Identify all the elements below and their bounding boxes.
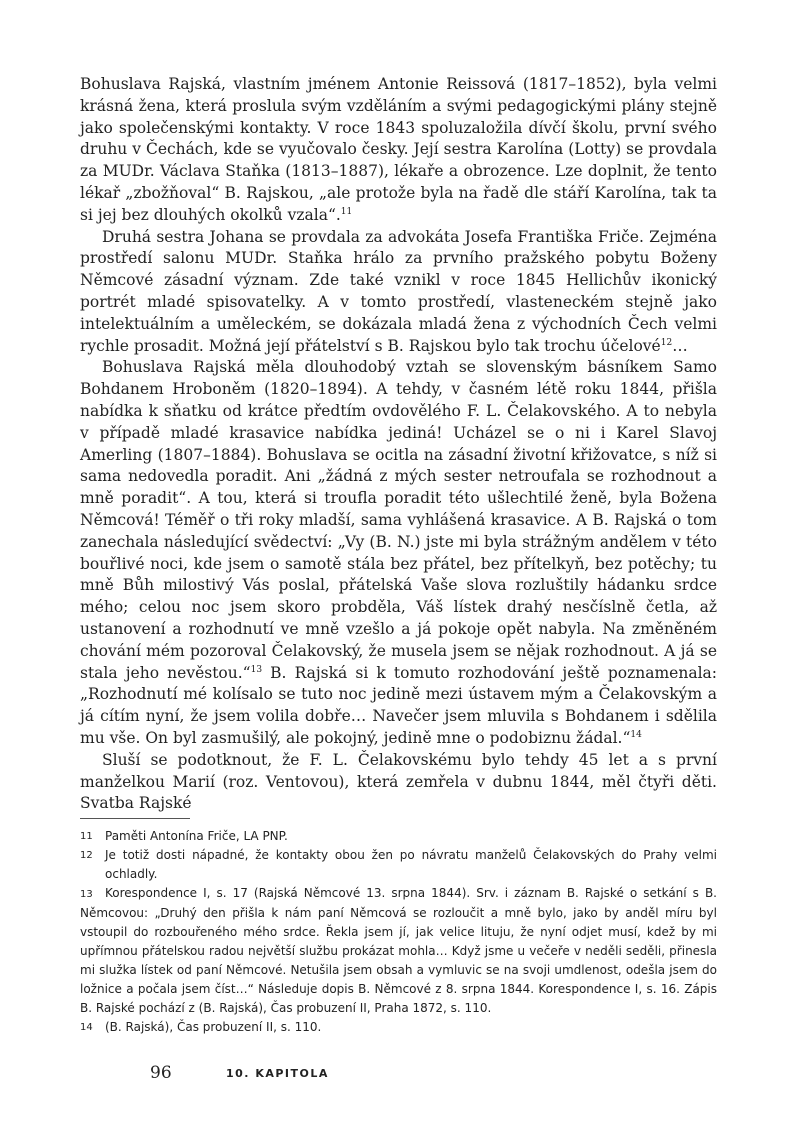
footnote-number: 14 [80,1022,93,1033]
body-paragraph [80,227,717,358]
footnote-number: 11 [80,831,93,842]
body-paragraph [80,750,717,815]
footnote-text: Korespondence I, s. 17 (Rajská Němcové 13. srpna 1844). Srv. i záznam B. Rajské o setkání s B. Němcovou: „Druhý den přišla k nám paní Němcová se rozloučit a mně bylo, jako by anděl míru byl vstoupil do rozbouřeného mého srdce. Řekla jsem jí, jak velice lituju, že nyní odjet musí, kdež by mi upřímnou přátelskou radou největší službu prokázat mohla… Když jsme u večeře v neděli seděli, přinesla mi služka lístek od paní Němcové. Netušila jsem obsah a vymluvic se na svoji umdlenost, odešla jsem do ložnice a počala jsem číst…“ Následuje dopis B. Němcové z 8. srpna 1844. Korespondence I, s. 16. Zápis B. Rajské pochází z (B. Rajská), Čas probuzení II, Praha 1872, s. 110. [80,886,717,1015]
paragraph-text: Bohuslava Rajská měla dlouhodobý vztah se slovenským básníkem Samo Bohdanem Hroboněm (1820–1894). A tehdy, v časném létě roku 1844, přišla nabídka k sňatku od krátce předtím ovdovělého F. L. Čelakovského. A to nebyla v případě mladé krasavice nabídka jediná! Ucházel se o ni i Karel Slavoj Amerling (1807–1884). Bohuslava se ocitla na zásadní životní křižovatce, s níž si sama nedovedla poradit. Ani „žádná z mých sester netroufala se rozhodnout a mně poradit“. A tou, která si troufla poradit této ušlechtilé ženě, byla Božena Němcová! Téměř o tři roky mladší, sama vyhlášená krasavice. A B. Rajská o tom zanechala následující svědectví: „Vy (B. N.) jste mi byla strážným andělem v této bouřlivé noci, kde jsem o samotě stála bez přátel, bez přítelkyň, bez potěchy; tu mně Bůh milostivý Vás poslal, přátelská Vaše slova rozluštily hádanku srdce mého; celou noc jsem skoro probděla, Váš lístek drahý nesčíslně četla, až ustanovení a rozhodnutí ve mně vzešlo a já pokoje opět nabyla. Na změněném chování mém pozoroval Čelakovský, že musela jsem se nějak rozhodnout. A já se stala jeho nevěstou.“ [80,358,717,682]
footnote-reference[interactable]: 13 [250,664,263,675]
footnotes [80,827,717,1037]
paragraph-text: Druhá sestra Johana se provdala za advokáta Josefa Františka Friče. Zejména prostředí salonu MUDr. Staňka hrálo za prvního pražského pobytu Boženy Němcové zásadní význam. Zde také vznikl v roce 1845 Hellichův ikonický portrét mladé spisovatelky. A v tomto prostředí, vlasteneckém stejně jako intelektuálním a uměleckém, se dokázala mladá žena z východních Čech velmi rychle prosadit. Možná její přátelství s B. Rajskou bylo tak trochu účelové [80,227,717,355]
body-paragraph [80,74,717,227]
main-text [80,74,717,815]
footnote [80,846,717,884]
body-paragraph [80,357,717,749]
paragraph-text: Bohuslava Rajská, vlastním jménem Antonie Reissová (1817–1852), byla velmi krásná žena, která proslula svým vzděláním a svými pedagogickými plány stejně jako společenskými kontakty. V roce 1843 spoluzaložila dívčí školu, první svého druhu v Čechách, kde se vyučovalo česky. Její sestra Karolína (Lotty) se provdala za MUDr. Václava Staňka (1813–1887), lékaře a obrozence. Lze doplnit, že tento lékař „zbožňoval“ B. Rajskou, „ale protože byla na řadě dle stáří Karolína, tak ta si jej bez dlouhých okolků vzala“. [80,75,717,224]
paragraph-text: Sluší se podotknout, že F. L. Čelakovskému bylo tehdy 45 let a s první manželkou Marií (roz. Ventovou), která zemřela v dubnu 1844, měl čtyři děti. Svatba Rajské [80,750,717,813]
footnote-reference[interactable]: 11 [340,206,353,217]
footnote-reference[interactable]: 12 [660,337,673,348]
running-title: 10. KAPITOLA [226,1067,329,1080]
footnote-text: Paměti Antonína Friče, LA PNP. [105,829,288,843]
footnote-number: 13 [80,889,93,900]
paragraph-text: B. Rajská si k tomuto rozhodování ještě poznamenala: „Rozhodnutí mé kolísalo se tuto noc jedině mezi ústavem mým a Čelakovským a já cítím nyní, že jsem volila dobře… Navečer jsem mluvila s Bohdanem i sdělila mu vše. On byl zasmušilý, ale pokojný, jedině mne o podobiznu žádal.“ [80,663,718,747]
paragraph-text: … [672,336,688,355]
footnote-number: 12 [80,850,93,861]
page-number: 96 [150,1063,172,1083]
footnote-text: Je totiž dosti nápadné, že kontakty obou žen po návratu manželů Čelakovských do Prahy velmi ochladly. [105,848,717,881]
footnote-text: (B. Rajská), Čas probuzení II, s. 110. [105,1020,322,1034]
footnote-reference[interactable]: 14 [630,729,642,740]
footnote [80,827,717,846]
footnote [80,1018,717,1037]
footnote-separator [80,818,190,819]
footnote [80,884,717,1018]
